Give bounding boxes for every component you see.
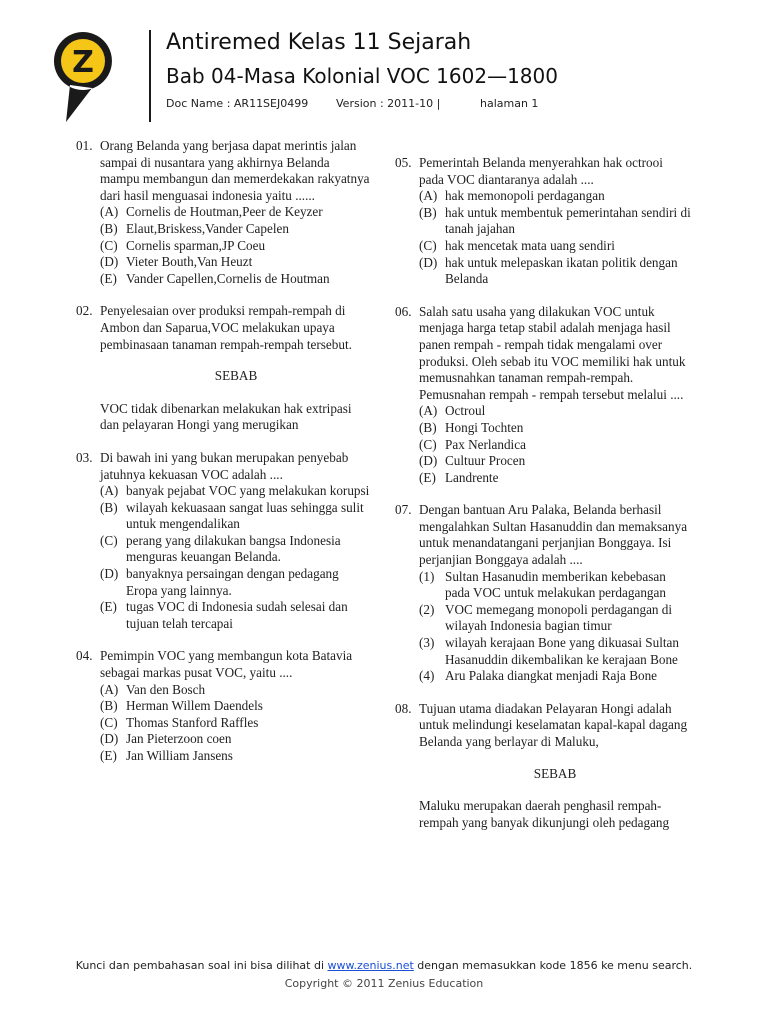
- reason-text: VOC tidak dibenarkan melakukan hak extripasi dan pelayaran Hongi yang merugikan: [100, 400, 352, 433]
- left-column: [76, 138, 372, 781]
- option-label: (A): [419, 403, 438, 419]
- question-text: Di bawah ini yang bukan merupakan penyebab jatuhnya kekuasan VOC adalah ....: [100, 449, 349, 482]
- sebab-label: SEBAB: [533, 765, 577, 781]
- option-text: Sultan Hasanudin memberikan kebebasan pada VOC untuk melakukan perdagangan: [445, 568, 666, 601]
- option-text: Jan Pieterzoon coen: [126, 731, 232, 747]
- option-text: Landrente: [445, 469, 499, 485]
- question-number: 04.: [76, 648, 93, 664]
- option-text: Cornelis sparman,JP Coeu: [126, 237, 266, 253]
- option-2: [419, 602, 691, 635]
- question-01: [76, 138, 372, 287]
- option-a: [419, 188, 691, 205]
- option-text: Thomas Stanford Raffles: [126, 714, 259, 730]
- question-body: [100, 450, 372, 633]
- option-c: [419, 437, 691, 454]
- option-text: wilayah kerajaan Bone yang dikuasai Sultan Hasanuddin dikembalikan ke kerajaan Bone: [445, 635, 680, 667]
- option-label: (A): [419, 188, 438, 204]
- option-a: [100, 204, 372, 221]
- footer-text-before: Kunci dan pembahasan soal ini bisa dilihat di: [75, 959, 328, 972]
- question-number: 01.: [76, 138, 93, 153]
- option-e: [100, 271, 372, 288]
- right-column: [395, 138, 691, 847]
- question-text: Tujuan utama diadakan Pelayaran Hongi adalah untuk melindungi keselamatan kapal-kapal dagang Belanda yang berlayar di Maluku,: [419, 700, 688, 749]
- question-08: [395, 701, 691, 832]
- reason-text: Maluku merupakan daerah penghasil rempah-rempah yang banyak dikunjungi oleh pedagang: [419, 798, 670, 830]
- question-body: [419, 502, 691, 685]
- option-text: perang yang dilakukan bangsa Indonesia menguras keuangan Belanda.: [126, 532, 341, 565]
- option-text: hak mencetak mata uang sendiri: [445, 237, 615, 253]
- option-label: (2): [419, 601, 435, 617]
- question-body: [419, 701, 691, 832]
- question-number: 03.: [76, 449, 93, 465]
- option-label: (A): [100, 204, 119, 220]
- question-03: [76, 450, 372, 633]
- question-text: Orang Belanda yang berjasa dapat merintis jalan sampai di nusantara yang akhirnya Belanda mampu membangun dan memerdekakan rakyatnya dari hasil menguasai indonesia yaitu ......: [100, 138, 370, 203]
- option-a: [100, 483, 372, 500]
- option-label: (C): [419, 237, 437, 253]
- option-text: Aru Palaka diangkat menjadi Raja Bone: [445, 668, 658, 684]
- option-c: [419, 238, 691, 255]
- option-d: [419, 255, 691, 288]
- option-label: (D): [100, 731, 119, 747]
- option-label: (B): [100, 220, 118, 236]
- option-label: (D): [100, 254, 119, 270]
- option-label: (D): [419, 254, 438, 270]
- option-label: (3): [419, 635, 435, 651]
- option-b: [100, 698, 372, 715]
- question-body: [419, 155, 691, 288]
- question-number: 02.: [76, 303, 93, 319]
- question-number: 05.: [395, 155, 412, 170]
- option-text: hak untuk melepaskan ikatan politik dengan Belanda: [445, 254, 678, 287]
- question-text: Pemimpin VOC yang membangun kota Batavia sebagai markas pusat VOC, yaitu ....: [100, 648, 353, 681]
- option-a: [100, 682, 372, 699]
- option-text: Van den Bosch: [126, 681, 206, 697]
- option-text: Herman Willem Daendels: [126, 698, 263, 714]
- option-label: (C): [419, 436, 437, 452]
- question-text: Salah satu usaha yang dilakukan VOC untuk menjaga harga tetap stabil adalah menjaga hasil panen rempah - rempah tidak mengalami over produksi. Oleh sebab itu VOC memiliki hak untuk memusnahkan tanaman rempah-rempah. Pemusnahan rempah - rempah tersebut melalui ....: [419, 303, 686, 402]
- question-number: 06.: [395, 303, 412, 319]
- option-text: VOC memegang monopoli perdagangan di wilayah Indonesia bagian timur: [445, 601, 673, 634]
- option-b: [419, 205, 691, 238]
- question-02: [76, 303, 372, 434]
- option-c: [100, 533, 372, 566]
- question-06: [395, 304, 691, 487]
- question-body: [100, 648, 372, 764]
- sebab-label: SEBAB: [214, 368, 258, 384]
- option-4: [419, 668, 691, 685]
- question-number: 08.: [395, 700, 412, 716]
- question-text: Pemerintah Belanda menyerahkan hak octrooi pada VOC diantaranya adalah ....: [419, 155, 663, 187]
- option-label: (D): [419, 453, 438, 469]
- option-c: [100, 715, 372, 732]
- option-text: banyaknya persaingan dengan pedagang Eropa yang lainnya.: [126, 566, 339, 598]
- option-text: Elaut,Briskess,Vander Capelen: [126, 220, 289, 236]
- copyright-text: Copyright © 2011 Zenius Education: [284, 977, 484, 990]
- option-text: Vander Capellen,Cornelis de Houtman: [126, 270, 330, 286]
- option-label: (C): [100, 237, 118, 253]
- option-b: [100, 221, 372, 238]
- document-header: [0, 0, 768, 130]
- option-text: banyak pejabat VOC yang melakukan korupsi: [126, 483, 370, 499]
- column-spacer: [395, 138, 691, 155]
- option-1: [419, 569, 691, 602]
- option-text: wilayah kekuasaan sangat luas sehingga sulit untuk mengendalikan: [126, 499, 364, 532]
- option-b: [100, 500, 372, 533]
- option-label: (B): [100, 499, 118, 515]
- question-07: [395, 502, 691, 685]
- option-d: [419, 453, 691, 470]
- document-title: Antiremed Kelas 11 Sejarah: [166, 30, 472, 55]
- option-text: Octroul: [445, 403, 486, 419]
- option-text: hak untuk membentuk pemerintahan sendiri di tanah jajahan: [445, 204, 691, 237]
- option-label: (C): [100, 532, 118, 548]
- option-text: Vieter Bouth,Van Heuzt: [126, 254, 253, 270]
- option-label: (A): [100, 483, 119, 499]
- question-text: Penyelesaian over produksi rempah-rempah di Ambon dan Saparua,VOC melakukan upaya pembinasaan tanaman rempah-rempah tersebut.: [100, 303, 352, 352]
- zenius-link[interactable]: www.zenius.net: [327, 959, 414, 972]
- question-number: 07.: [395, 502, 412, 518]
- option-label: (B): [419, 204, 437, 220]
- option-3: [419, 635, 691, 668]
- question-04: [76, 648, 372, 764]
- question-body: [100, 138, 372, 287]
- option-label: (C): [100, 714, 118, 730]
- logo-letter: Z: [72, 45, 94, 80]
- question-body: [419, 304, 691, 487]
- doc-name: Doc Name : AR11SEJ0499: [166, 97, 309, 110]
- page-number: halaman 1: [480, 97, 539, 110]
- option-label: (E): [100, 270, 117, 286]
- option-label: (E): [419, 469, 436, 485]
- footer-text-after: dengan memasukkan kode 1856 ke menu search.: [413, 959, 693, 972]
- option-text: hak memonopoli perdagangan: [445, 188, 605, 204]
- header-divider: [149, 30, 151, 122]
- option-text: tugas VOC di Indonesia sudah selesai dan tujuan telah tercapai: [126, 599, 348, 631]
- option-d: [100, 566, 372, 599]
- document-subtitle: Bab 04-Masa Kolonial VOC 1602—1800: [166, 64, 558, 88]
- option-e: [100, 748, 372, 765]
- option-d: [100, 731, 372, 748]
- option-label: (D): [100, 566, 119, 582]
- option-c: [100, 238, 372, 255]
- doc-version: Version : 2011-10 |: [336, 97, 441, 110]
- option-text: Hongi Tochten: [445, 419, 524, 435]
- option-d: [100, 254, 372, 271]
- question-body: [100, 303, 372, 434]
- option-label: (E): [100, 748, 117, 763]
- option-label: (B): [419, 419, 437, 435]
- option-text: Jan William Jansens: [126, 748, 233, 763]
- option-label: (4): [419, 668, 435, 684]
- option-label: (B): [100, 698, 118, 714]
- option-label: (1): [419, 568, 435, 584]
- zenius-logo-icon: [52, 30, 114, 124]
- footer-note: [0, 959, 768, 972]
- question-text: Dengan bantuan Aru Palaka, Belanda berhasil mengalahkan Sultan Hasanuddin dan memaksanya untuk menandatangani perjanjian Bonggaya. Isi perjanjian Bonggaya adalah ....: [419, 502, 688, 568]
- option-e: [419, 470, 691, 487]
- option-label: (A): [100, 681, 119, 697]
- question-05: [395, 155, 691, 288]
- option-e: [100, 599, 372, 632]
- option-b: [419, 420, 691, 437]
- option-text: Cultuur Procen: [445, 453, 526, 469]
- option-a: [419, 403, 691, 420]
- option-label: (E): [100, 599, 117, 615]
- option-text: Pax Nerlandica: [445, 436, 526, 452]
- option-text: Cornelis de Houtman,Peer de Keyzer: [126, 204, 323, 220]
